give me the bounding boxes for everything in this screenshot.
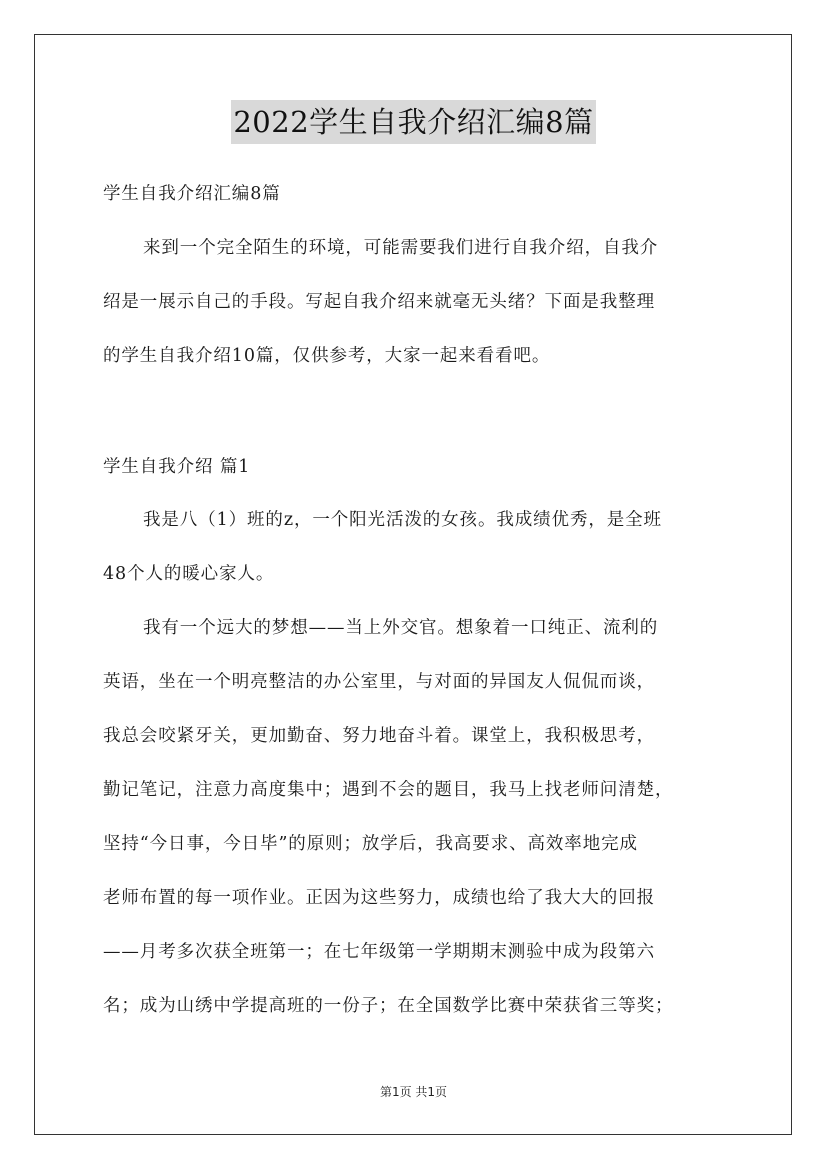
- intro-line: 的学生自我介绍10篇，仅供参考，大家一起来看看吧。: [103, 346, 551, 366]
- paragraph-line: 坚持“今日事，今日毕”的原则；放学后，我高要求、高效率地完成: [103, 834, 638, 854]
- title-container: [0, 100, 827, 144]
- paragraph-line: ——月考多次获全班第一；在七年级第一学期期末测验中成为段第六: [103, 942, 655, 962]
- paragraph-line: 老师布置的每一项作业。正因为这些努力，成绩也给了我大大的回报: [103, 888, 655, 908]
- paragraph-line: 我有一个远大的梦想——当上外交官。想象着一口纯正、流利的: [143, 618, 659, 638]
- paragraph-line: 我是八（1）班的z，一个阳光活泼的女孩。我成绩优秀，是全班: [143, 510, 662, 530]
- paragraph-line: 我总会咬紧牙关，更加勤奋、努力地奋斗着。课堂上，我积极思考，: [103, 726, 655, 746]
- intro-line: 绍是一展示自己的手段。写起自我介绍来就毫无头绪？下面是我整理: [103, 292, 655, 312]
- page-footer: 第1页 共1页: [379, 1085, 448, 1099]
- intro-line: 来到一个完全陌生的环境，可能需要我们进行自我介绍，自我介: [143, 238, 659, 258]
- paragraph-line: 英语，坐在一个明亮整洁的办公室里，与对面的异国友人侃侃而谈，: [103, 672, 655, 692]
- paragraph-line: 名；成为山绣中学提高班的一份子；在全国数学比赛中荣获省三等奖；: [103, 996, 674, 1016]
- paragraph-line: 勤记笔记，注意力高度集中；遇到不会的题目，我马上找老师问清楚，: [103, 780, 674, 800]
- section-heading: 学生自我介绍 篇1: [103, 457, 251, 477]
- subtitle: 学生自我介绍汇编8篇: [103, 184, 281, 204]
- paragraph-line: 48个人的暖心家人。: [103, 564, 275, 584]
- document-title: 2022学生自我介绍汇编8篇: [231, 100, 595, 144]
